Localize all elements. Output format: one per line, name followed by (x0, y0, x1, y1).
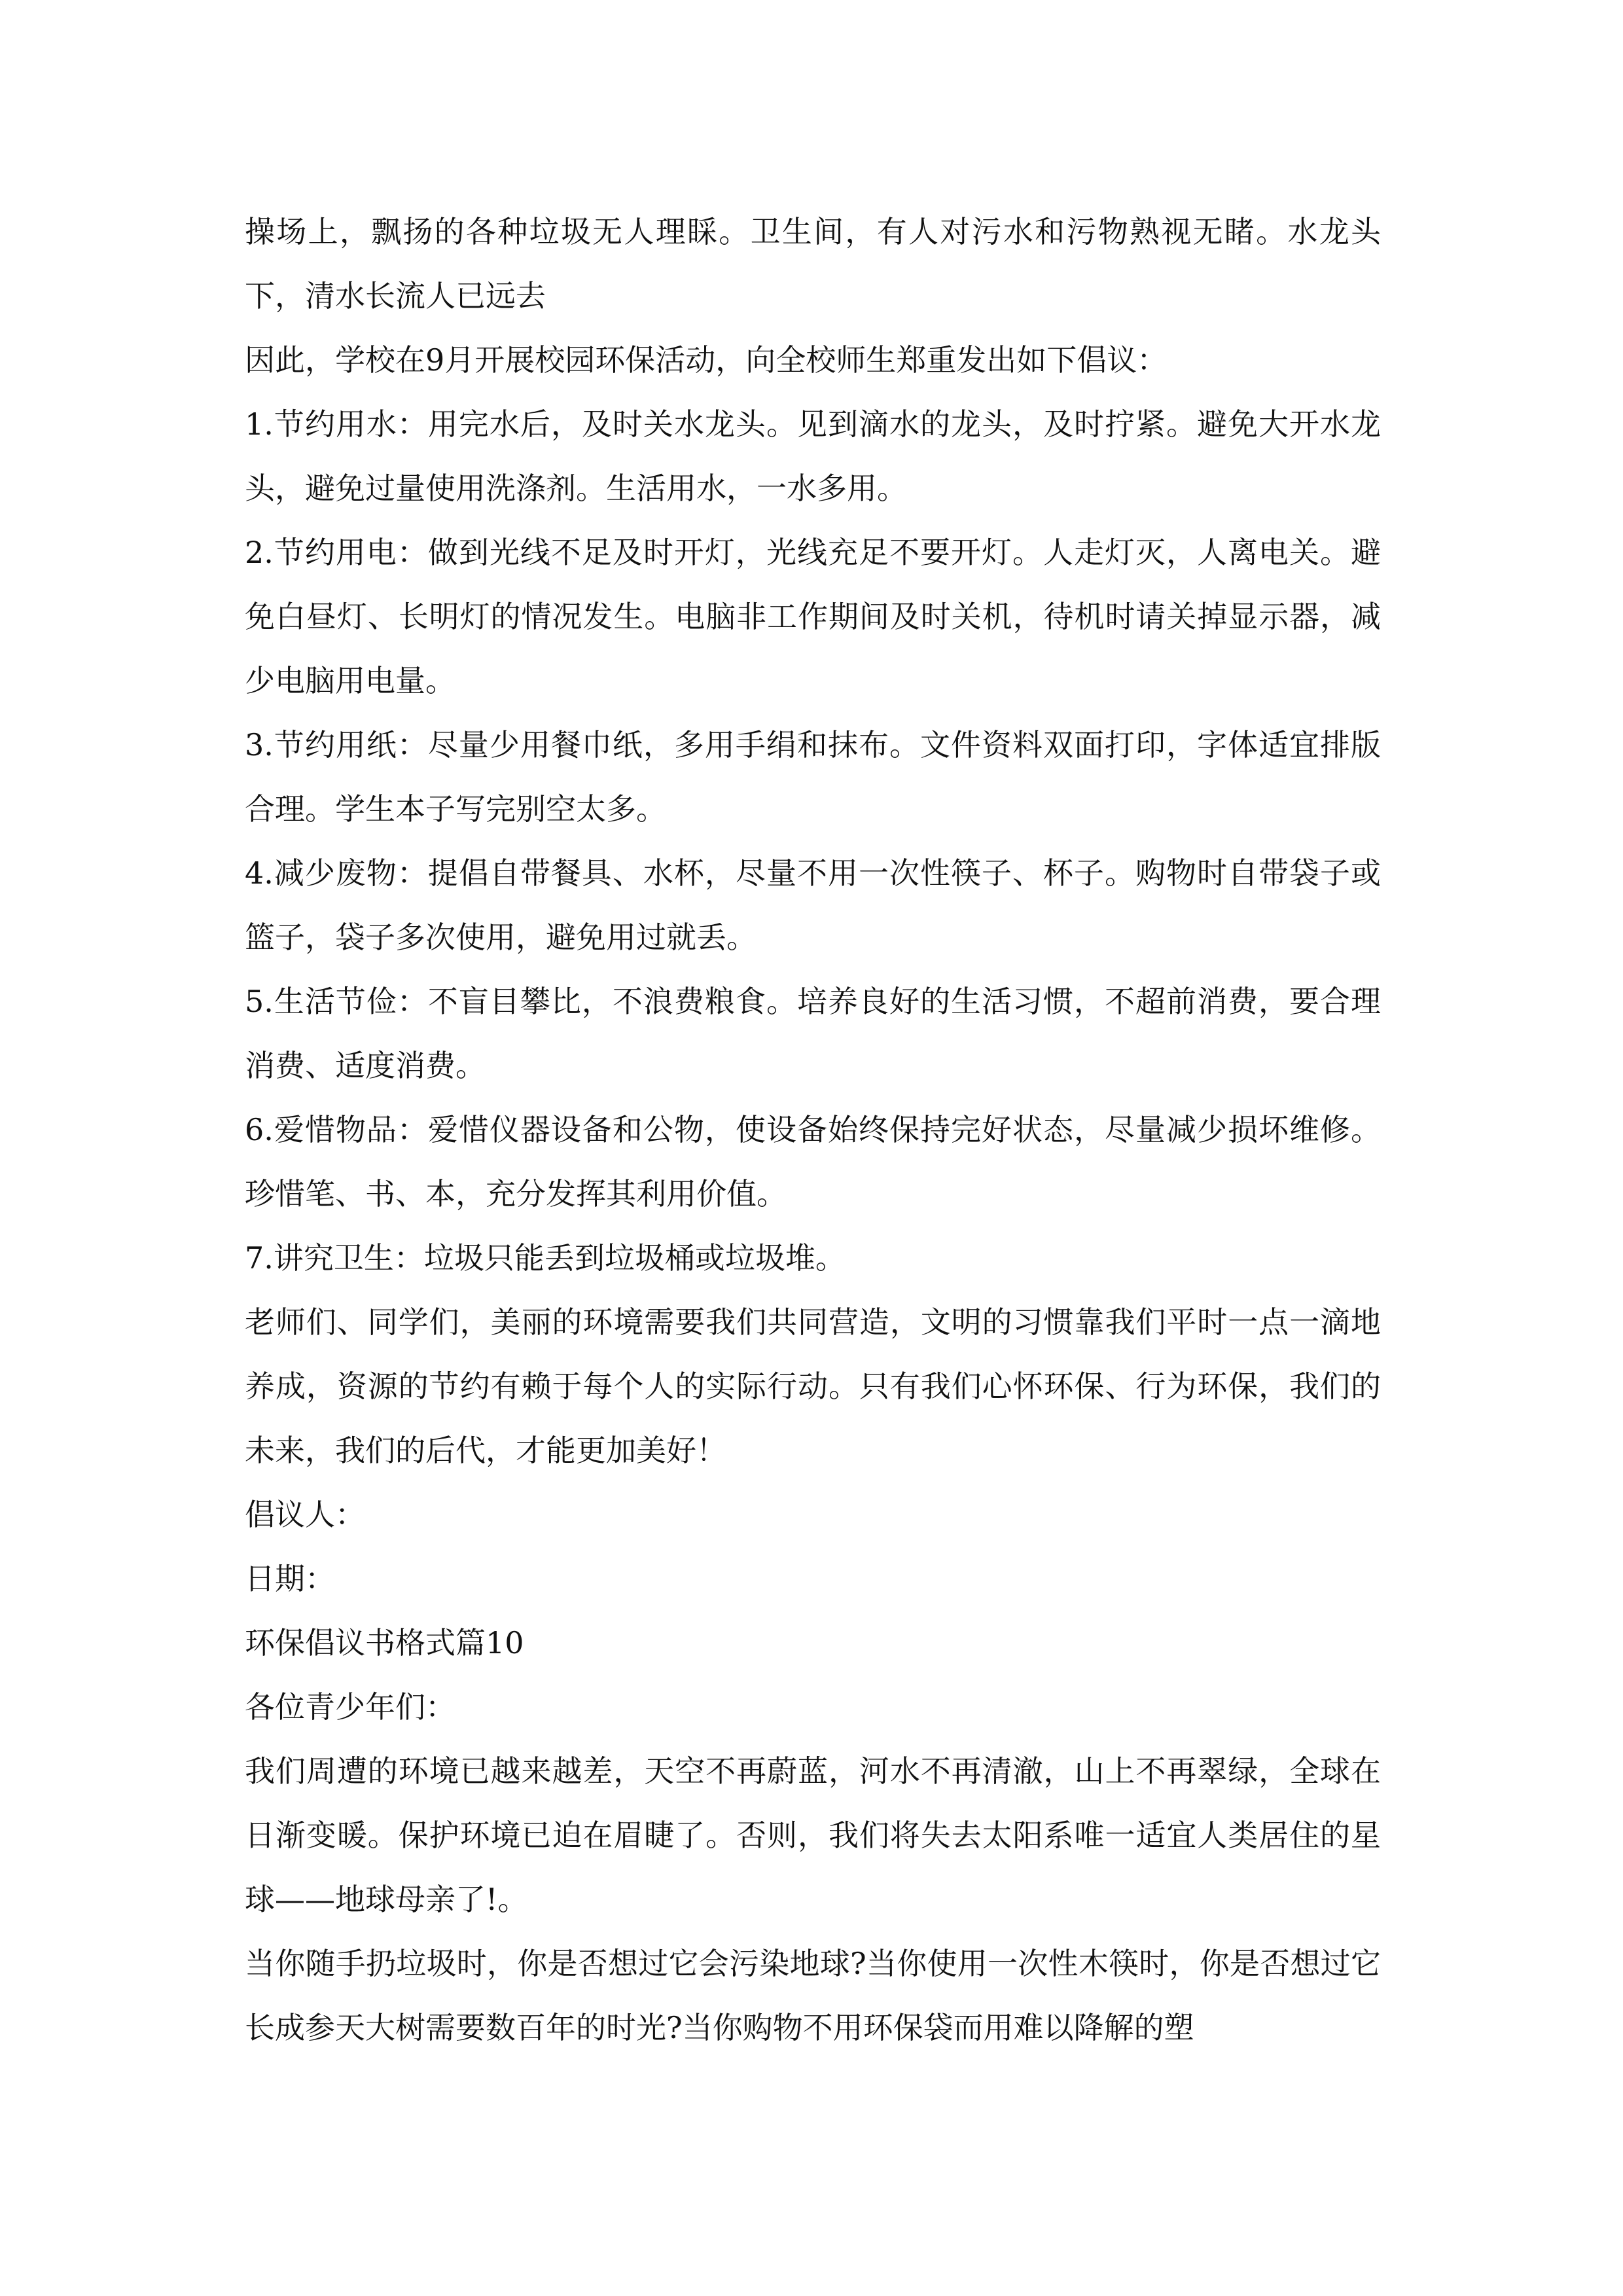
paragraph-closing-appeal: 老师们、同学们，美丽的环境需要我们共同营造，文明的习惯靠我们平时一点一滴地养成，资源的节约有赖于每个人的实际行动。只有我们心怀环保、行为环保，我们的未来，我们的后代，才能更加美好！ (245, 1304, 1381, 1468)
paragraph-salutation: 各位青少年们： (245, 1689, 455, 1725)
paragraph-save-electricity: 2.节约用电：做到光线不足及时开灯，光线充足不要开灯。人走灯灭，人离电关。避免白昼灯、长明灯的情况发生。电脑非工作期间及时关机，待机时请关掉显示器，减少电脑用电量。 (245, 535, 1381, 698)
paragraph-frugal-living: 5.生活节俭：不盲目攀比，不浪费粮食。培养良好的生活习惯，不超前消费，要合理消费、适度消费。 (245, 984, 1381, 1083)
paragraph-environment-worse: 我们周遭的环境已越来越差，天空不再蔚蓝，河水不再清澈，山上不再翠绿，全球在日渐变暖。保护环境已迫在眉睫了。否则，我们将失去太阳系唯一适宜人类居住的星球——地球母亲了!。 (245, 1753, 1381, 1917)
paragraph-initiator: 倡议人： (245, 1497, 365, 1532)
paragraph-save-water: 1.节约用水：用完水后，及时关水龙头。见到滴水的龙头，及时拧紧。避免大开水龙头，避免过量使用洗涤剂。生活用水，一水多用。 (245, 406, 1381, 506)
paragraph-save-paper: 3.节约用纸：尽量少用餐巾纸，多用手绢和抹布。文件资料双面打印，字体适宜排版合理。学生本子写完别空太多。 (245, 727, 1381, 827)
paragraph-reduce-waste: 4.减少废物：提倡自带餐具、水杯，尽量不用一次性筷子、杯子。购物时自带袋子或篮子，袋子多次使用，避免用过就丢。 (245, 855, 1381, 955)
paragraph-cherish-items: 6.爱惜物品：爱惜仪器设备和公物，使设备始终保持完好状态，尽量减少损坏维修。珍惜笔、书、本，充分发挥其利用价值。 (245, 1112, 1381, 1211)
paragraph-hygiene: 7.讲究卫生：垃圾只能丢到垃圾桶或垃圾堆。 (245, 1240, 846, 1276)
section-heading: 环保倡议书格式篇10 (245, 1625, 524, 1660)
document-body (245, 200, 1381, 2060)
paragraph-initiative-intro: 因此，学校在9月开展校园环保活动，向全校师生郑重发出如下倡议： (245, 342, 1168, 378)
paragraph-playground: 操场上，飘扬的各种垃圾无人理睬。卫生间，有人对污水和污物熟视无睹。水龙头下，清水长流人已远去 (245, 214, 1381, 314)
paragraph-date: 日期： (245, 1561, 335, 1596)
paragraph-littering-question: 当你随手扔垃圾时，你是否想过它会污染地球?当你使用一次性木筷时，你是否想过它长成参天大树需要数百年的时光?当你购物不用环保袋而用难以降解的塑 (245, 1946, 1381, 2045)
